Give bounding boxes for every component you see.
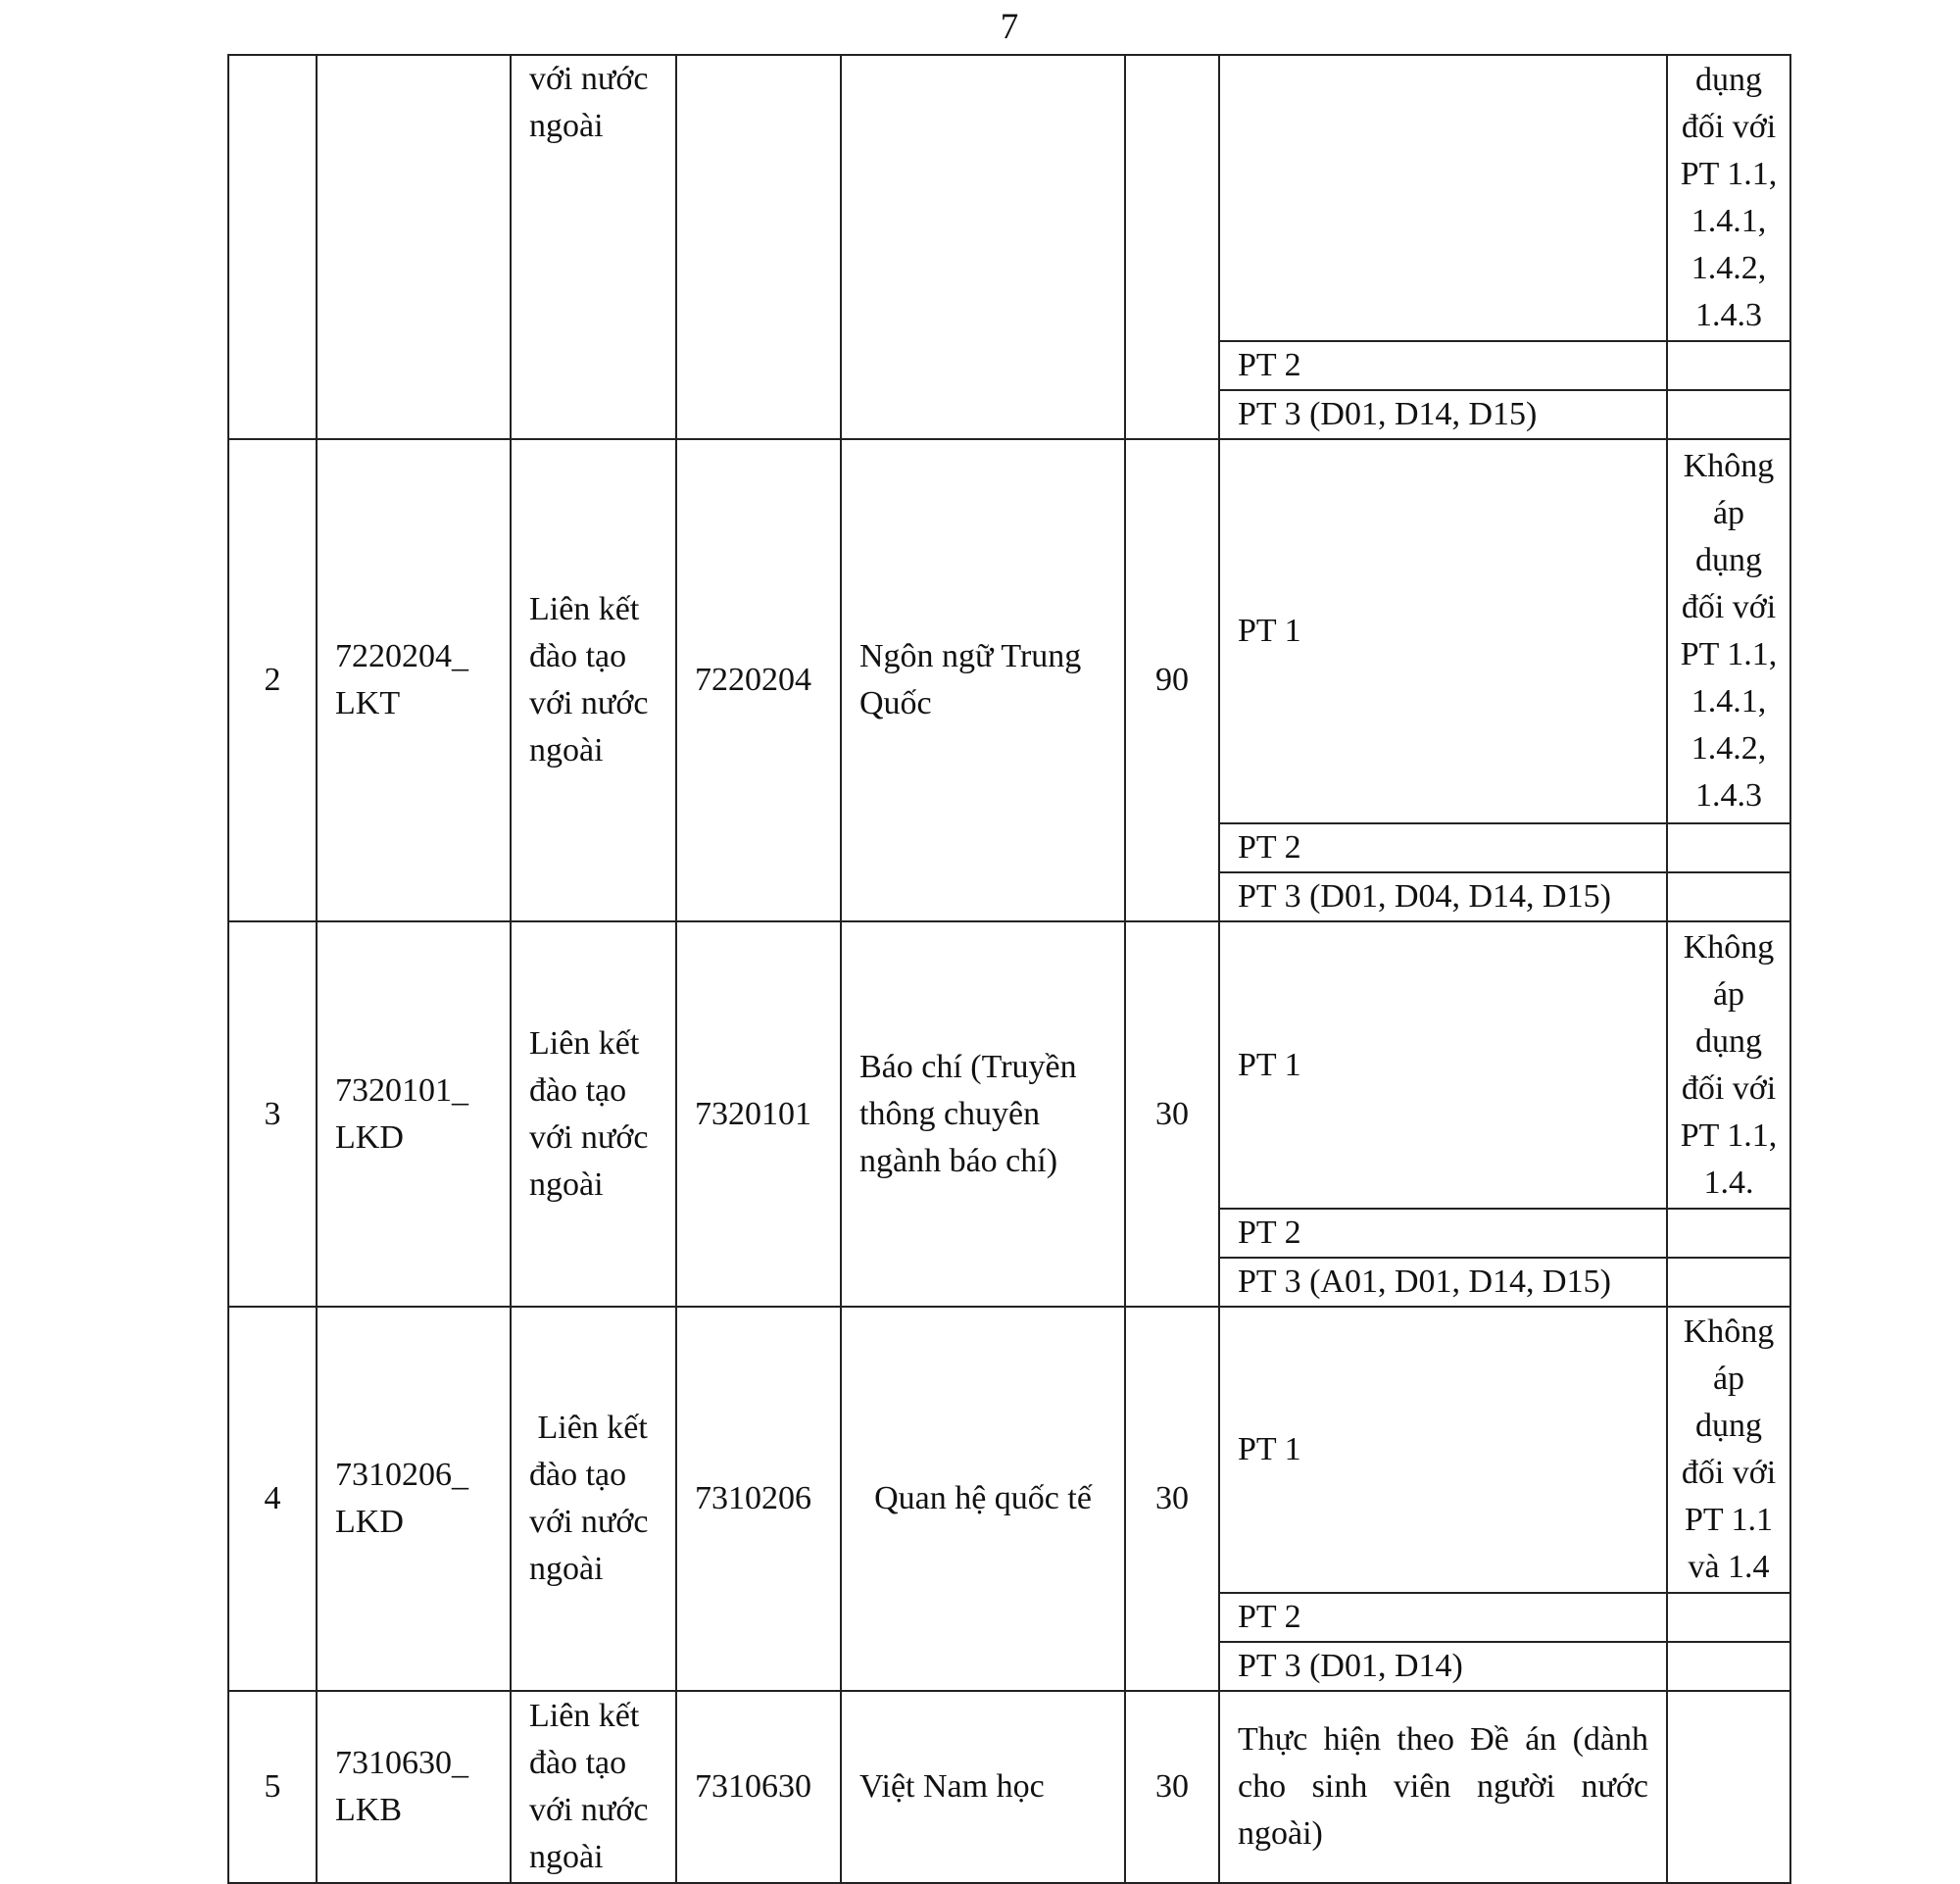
note-line: đối với (1681, 589, 1777, 625)
method-pt2-cell: PT 2 (1219, 823, 1667, 872)
major-code-cell: 7220204 (676, 439, 841, 921)
note-line: dụng (1695, 62, 1762, 98)
major-code-cell (676, 55, 841, 439)
training-type-line: đào tạo (529, 1457, 627, 1493)
admission-code-line: LKB (335, 1792, 402, 1828)
quota-cell: 30 (1125, 1691, 1219, 1883)
note-line: 1.4.1, (1690, 203, 1767, 239)
training-type-line: với nước (529, 1504, 649, 1540)
stt-cell: 3 (228, 921, 317, 1307)
training-type-cell (511, 1307, 676, 1691)
admission-code-line: 7320101_ (335, 1071, 468, 1109)
method-pt3-cell: PT 3 (D01, D14) (1219, 1642, 1667, 1691)
method-pt3-cell: PT 3 (A01, D01, D14, D15) (1219, 1258, 1667, 1307)
note-line: PT 1.1, (1680, 1116, 1778, 1154)
admission-table (227, 54, 1791, 1884)
training-type-line: với nước (529, 1118, 649, 1156)
note-line: Không (1683, 928, 1775, 966)
method-pt3-cell: PT 3 (D01, D04, D14, D15) (1219, 872, 1667, 921)
admission-code-cell (317, 55, 511, 439)
note-cell (1667, 823, 1790, 872)
note-cell (1667, 341, 1790, 390)
major-code-cell: 7320101 (676, 921, 841, 1307)
training-type-line: với nước (529, 685, 649, 721)
table-row (228, 921, 1790, 1209)
note-line: đối với (1681, 109, 1777, 145)
training-type-line: ngoài (529, 732, 604, 768)
admission-code-cell (317, 439, 511, 921)
note-line: dụng (1695, 542, 1762, 578)
note-cell (1667, 1258, 1790, 1307)
note-line: áp (1712, 495, 1745, 531)
admission-code-line: 7220204_ (335, 638, 468, 674)
major-name-line: Ngôn ngữ Trung (859, 638, 1082, 674)
note-cell (1667, 872, 1790, 921)
method-pt3-cell: PT 3 (D01, D14, D15) (1219, 390, 1667, 439)
major-name-cell (841, 1307, 1125, 1691)
admission-code-line: LKT (335, 685, 401, 721)
stt-cell: 4 (228, 1307, 317, 1691)
note-cell (1667, 1642, 1790, 1691)
method-pt1-cell: PT 1 (1219, 439, 1667, 823)
training-type-cell (511, 1691, 676, 1883)
major-name-cell (841, 439, 1125, 921)
major-name-line: ngành báo chí) (859, 1142, 1058, 1179)
note-line: PT 1.1, (1680, 636, 1778, 672)
method-pt1-cell: PT 1 (1219, 1307, 1667, 1593)
admission-code-line: 7310206_ (335, 1457, 468, 1493)
training-type-cell (511, 439, 676, 921)
note-line: đối với (1681, 1455, 1777, 1491)
quota-cell: 30 (1125, 1307, 1219, 1691)
note-line: 1.4.2, (1690, 730, 1767, 767)
training-type-line: ngoài (529, 1165, 604, 1203)
quota-cell: 30 (1125, 921, 1219, 1307)
stt-cell (228, 55, 317, 439)
training-type-line: ngoài (529, 1551, 604, 1587)
major-code-cell: 7310206 (676, 1307, 841, 1691)
training-type-line: với nước (529, 1792, 649, 1828)
training-type-cell (511, 55, 676, 439)
stt-cell: 2 (228, 439, 317, 921)
note-line: 1.4.3 (1695, 297, 1762, 333)
table-row (228, 439, 1790, 823)
note-cell (1667, 1593, 1790, 1642)
note-cell (1667, 1691, 1790, 1883)
training-type-cell (511, 921, 676, 1307)
major-name-line: Quốc (859, 685, 932, 721)
note-cell (1667, 439, 1790, 823)
training-type-line: với nước (529, 61, 649, 97)
training-type-line: Liên kết (529, 1024, 640, 1062)
admission-code-cell (317, 1307, 511, 1691)
major-name-line: thông chuyên (859, 1095, 1041, 1132)
note-line: Không (1683, 448, 1775, 484)
method-pt1-cell (1219, 55, 1667, 341)
note-line: áp (1712, 975, 1745, 1013)
training-type-line: đào tạo (529, 1071, 627, 1109)
note-line: PT 1.1 (1684, 1502, 1774, 1538)
admission-code-line: 7310630_ (335, 1745, 468, 1781)
note-line: 1.4.2, (1690, 250, 1767, 286)
admission-code-cell (317, 921, 511, 1307)
note-line: 1.4. (1703, 1164, 1754, 1201)
note-line: dụng (1695, 1022, 1762, 1060)
training-type-line: Liên kết (529, 1410, 648, 1446)
training-type-line: ngoài (529, 108, 604, 144)
note-line: PT 1.1, (1680, 156, 1778, 192)
stt-cell: 5 (228, 1691, 317, 1883)
note-line: 1.4.3 (1695, 777, 1762, 814)
note-line: 1.4.1, (1690, 683, 1767, 719)
page-number: 7 (1000, 7, 1019, 47)
admission-code-line: LKD (335, 1118, 404, 1156)
training-type-line: Liên kết (529, 1698, 640, 1734)
major-name-cell (841, 1691, 1125, 1883)
method-pt1-cell: PT 1 (1219, 921, 1667, 1209)
method-pt2-cell: PT 2 (1219, 341, 1667, 390)
training-type-line: Liên kết (529, 591, 640, 627)
major-code-cell: 7310630 (676, 1691, 841, 1883)
training-type-line: ngoài (529, 1839, 604, 1875)
admission-code-line: LKD (335, 1504, 404, 1540)
quota-cell: 90 (1125, 439, 1219, 921)
major-name-cell (841, 921, 1125, 1307)
major-name-line: Việt Nam học (859, 1768, 1045, 1805)
quota-cell (1125, 55, 1219, 439)
table-row-continuation (228, 55, 1790, 341)
admission-code-cell (317, 1691, 511, 1883)
training-type-line: đào tạo (529, 638, 627, 674)
note-cell (1667, 1209, 1790, 1258)
note-cell (1667, 921, 1790, 1209)
note-cell (1667, 1307, 1790, 1593)
table-row (228, 1307, 1790, 1593)
training-type-line: đào tạo (529, 1745, 627, 1781)
note-line: dụng (1695, 1408, 1762, 1444)
method-pt2-cell: PT 2 (1219, 1593, 1667, 1642)
major-name-cell (841, 55, 1125, 439)
note-line: đối với (1681, 1069, 1777, 1107)
note-line: áp (1712, 1361, 1745, 1397)
table-row (228, 1691, 1790, 1883)
note-line: Không (1683, 1314, 1775, 1350)
method-pt2-cell: PT 2 (1219, 1209, 1667, 1258)
note-cell (1667, 55, 1790, 341)
note-line: và 1.4 (1688, 1549, 1770, 1585)
note-cell (1667, 390, 1790, 439)
major-name-line: Báo chí (Truyền (859, 1048, 1077, 1085)
major-name-line: Quan hệ quốc tế (874, 1480, 1092, 1516)
method-cell: Thực hiện theo Đề án (dành cho sinh viên người nước ngoài) (1219, 1691, 1667, 1883)
